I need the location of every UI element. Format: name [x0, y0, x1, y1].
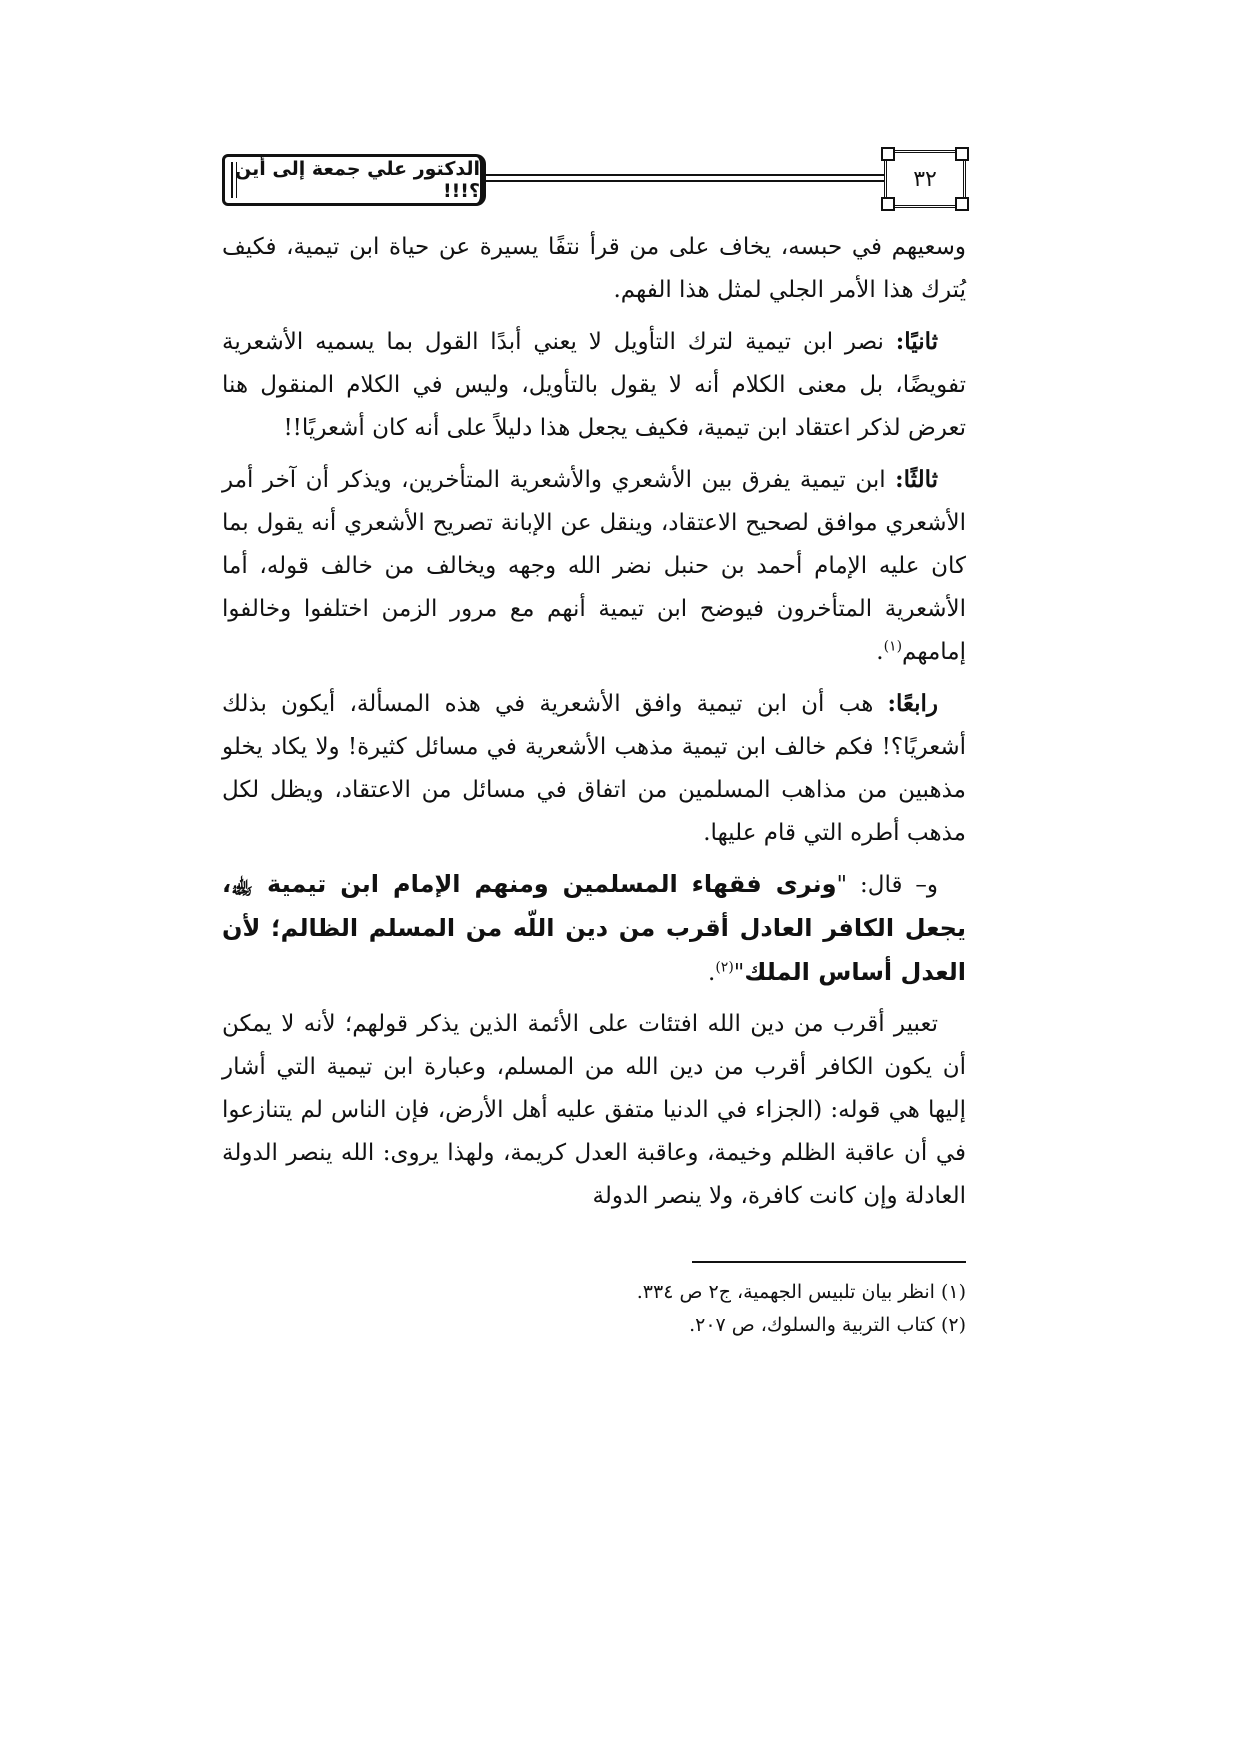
- paragraph: [222, 226, 966, 312]
- paragraph-lead: رابعًا:: [887, 690, 938, 717]
- paragraph-text: نصر ابن تيمية لترك التأويل لا يعني أبدًا القول بما يسميه الأشعرية تفويضًا، بل معنى الكلام أنه لا يقول بالتأويل، وليس في الكلام المنقول هنا تعرض لذكر اعتقاد ابن تيمية، فكيف يجعل هذا دليلاً على أنه كان أشعريًا!!: [222, 329, 966, 441]
- frame-corner-ornament: [955, 197, 969, 211]
- body-text: [222, 226, 966, 1226]
- frame-corner-ornament: [955, 147, 969, 161]
- paragraph: [222, 458, 966, 674]
- footnote: (٢) كتاب التربية والسلوك، ص ٢٠٧.: [689, 1314, 966, 1336]
- page-number-frame: [884, 150, 966, 208]
- paragraph-end: .: [876, 639, 884, 665]
- footnote-separator: [692, 1261, 966, 1263]
- paragraph: [222, 320, 966, 450]
- running-header-title: [222, 154, 486, 206]
- paragraph-text: هب أن ابن تيمية وافق الأشعرية في هذه المسألة، أيكون بذلك أشعريًا؟! فكم خالف ابن تيمية مذهب الأشعرية في مسائل كثيرة! ولا يكاد يخلو مذهبين من مذاهب المسلمين من اتفاق في مسائل من الاعتقاد، ويظل لكل مذهب أطره التي قام عليها.: [222, 691, 966, 846]
- footnote-ref: (٢): [715, 959, 734, 976]
- paragraph-text: تعبير أقرب من دين الله افتئات على الأئمة الذين يذكر قولهم؛ لأنه لا يمكن أن يكون الكافر أقرب من دين الله من المسلم، وعبارة ابن تيمية التي أشار إليها هي قوله: (الجزاء في الدنيا متفق عليه أهل الأرض، فإن الناس لم يتنازعوا في أن عاقبة الظلم وخيمة، وعاقبة العدل كريمة، ولهذا يروى: الله ينصر الدولة العادلة وإن كانت كافرة، ولا ينصر الدولة: [222, 1011, 966, 1209]
- header-title-text: الدكتور علي جمعة إلى أين ؟!!!: [235, 158, 480, 202]
- quote-suffix: ": [733, 960, 745, 986]
- paragraph: [222, 1003, 966, 1218]
- paragraph: [222, 682, 966, 855]
- quotation-paragraph: [222, 863, 966, 995]
- header-rule: [486, 180, 884, 182]
- paragraph-text: وسعيهم في حبسه، يخاف على من قرأ نتفًا يسيرة عن حياة ابن تيمية، فكيف يُترك هذا الأمر الجلي لمثل هذا الفهم.: [222, 234, 966, 303]
- frame-corner-ornament: [881, 197, 895, 211]
- footnote-ref: (١): [883, 638, 903, 655]
- paragraph-lead: ثالثًا:: [895, 466, 938, 493]
- header-rule: [486, 174, 884, 176]
- footnote: (١) انظر بيان تلبيس الجهمية، ج٢ ص ٣٣٤.: [636, 1281, 966, 1303]
- quote-text: ونرى فقهاء المسلمين ومنهم الإمام ابن تيمية ﵀، يجعل الكافر العادل أقرب من دين اللّه من المسلم الظالم؛ لأن العدل أساس الملك: [222, 870, 966, 986]
- page-number: ٣٢: [913, 166, 937, 192]
- quote-end: .: [708, 960, 716, 986]
- quote-prefix: و– قال: ": [836, 872, 938, 898]
- paragraph-text: ابن تيمية يفرق بين الأشعري والأشعرية المتأخرين، ويذكر أن آخر أمر الأشعري موافق لصحيح الاعتقاد، وينقل عن الإبانة تصريح الأشعري أنه يقول بما كان عليه الإمام أحمد بن حنبل نضر الله وجهه ويخالف من خالف قوله، أما الأشعرية المتأخرون فيوضح ابن تيمية أنهم مع مرور الزمن اختلفوا وخالفوا إمامهم: [222, 467, 966, 665]
- footnotes: [222, 1276, 966, 1342]
- frame-corner-ornament: [881, 147, 895, 161]
- paragraph-lead: ثانيًا:: [895, 328, 938, 355]
